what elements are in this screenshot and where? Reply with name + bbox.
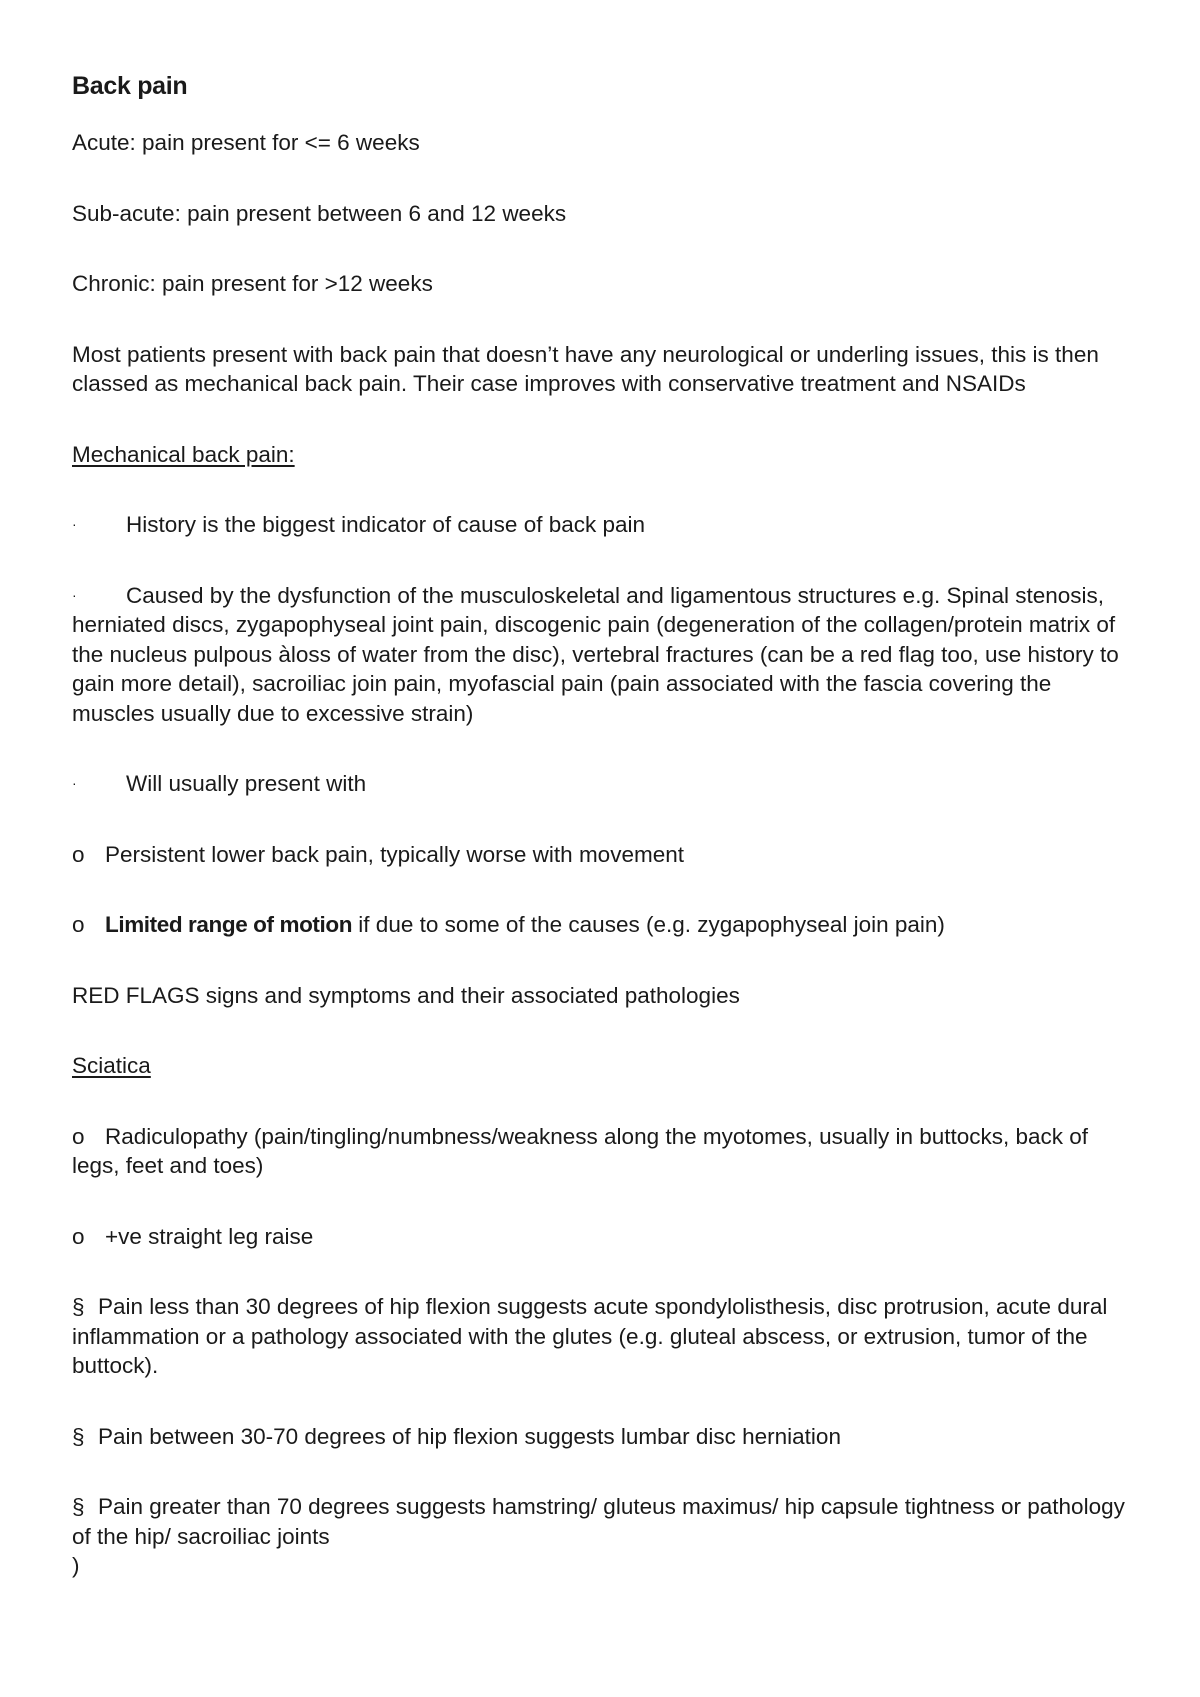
list-item	[72, 1122, 1137, 1181]
list-item-text: Will usually present with	[126, 771, 367, 796]
section-marker: §	[72, 1494, 85, 1519]
circle-marker: o	[72, 1223, 85, 1249]
section-marker: §	[72, 1423, 85, 1449]
list-item-text: Pain less than 30 degrees of hip flexion suggests acute spondylolisthesis, disc protrusion, acute dural inflammation or a pathology associated with the glutes (e.g. gluteal abscess, or extrusion, tumor of the buttock).	[72, 1294, 1108, 1378]
list-item	[72, 1222, 1137, 1252]
sciatica-heading: Sciatica	[72, 1053, 151, 1078]
list-item-text: Caused by the dysfunction of the musculoskeletal and ligamentous structures e.g. Spinal stenosis, herniated discs, zygapophyseal joint pain, discogenic pain (degeneration of the collagen/protein matrix of the nucleus pulpous àloss of water from the disc), vertebral fractures (can be a red flag too, use history to gain more detail), sacroiliac join pain, myofascial pain (pain associated with the fascia covering the muscles usually due to excessive strain)	[72, 582, 1119, 726]
list-item	[72, 840, 1137, 870]
circle-marker: o	[72, 1123, 85, 1149]
mechanical-heading: Mechanical back pain:	[72, 441, 295, 467]
list-item-text: Radiculopathy (pain/tingling/numbness/weakness along the myotomes, usually in buttocks, back of legs, feet and toes)	[72, 1123, 1089, 1178]
red-flags-heading: RED FLAGS signs and symptoms and their associated pathologies	[72, 982, 740, 1008]
circle-marker: o	[72, 841, 85, 867]
closing-paren: )	[72, 1553, 80, 1578]
document-body	[72, 70, 1137, 1622]
list-item	[72, 1292, 1137, 1381]
list-item-text: +ve straight leg raise	[105, 1223, 314, 1249]
bullet-marker: ·	[72, 586, 77, 603]
list-item	[72, 1422, 1137, 1452]
list-item	[72, 510, 1137, 540]
intro-paragraph: Most patients present with back pain that doesn’t have any neurological or underling issues, this is then classed as mechanical back pain. Their case improves with conservative treatment and NSAIDs	[72, 341, 1099, 396]
list-item	[72, 769, 1137, 799]
subacute-definition: Sub-acute: pain present between 6 and 12 weeks	[72, 200, 567, 226]
list-item	[72, 581, 1137, 729]
list-item-text: if due to some of the causes (e.g. zygapophyseal join pain)	[352, 912, 945, 937]
list-item-text: History is the biggest indicator of cause of back pain	[126, 512, 646, 537]
list-item-text: Persistent lower back pain, typically worse with movement	[105, 841, 684, 867]
chronic-definition: Chronic: pain present for >12 weeks	[72, 271, 433, 296]
acute-definition: Acute: pain present for <= 6 weeks	[72, 130, 420, 155]
section-marker: §	[72, 1294, 85, 1319]
bullet-marker: ·	[72, 775, 77, 791]
list-item	[72, 910, 1137, 940]
list-item-text: Pain between 30-70 degrees of hip flexion suggests lumbar disc herniation	[98, 1423, 841, 1449]
page-title: Back pain	[72, 72, 188, 100]
bullet-marker: ·	[72, 516, 77, 532]
bold-term: Limited range of motion	[105, 912, 353, 937]
list-item	[72, 1492, 1137, 1551]
circle-marker: o	[72, 912, 85, 937]
list-item-text: Pain greater than 70 degrees suggests hamstring/ gluteus maximus/ hip capsule tightness or pathology of the hip/ sacroiliac joints	[72, 1494, 1125, 1549]
